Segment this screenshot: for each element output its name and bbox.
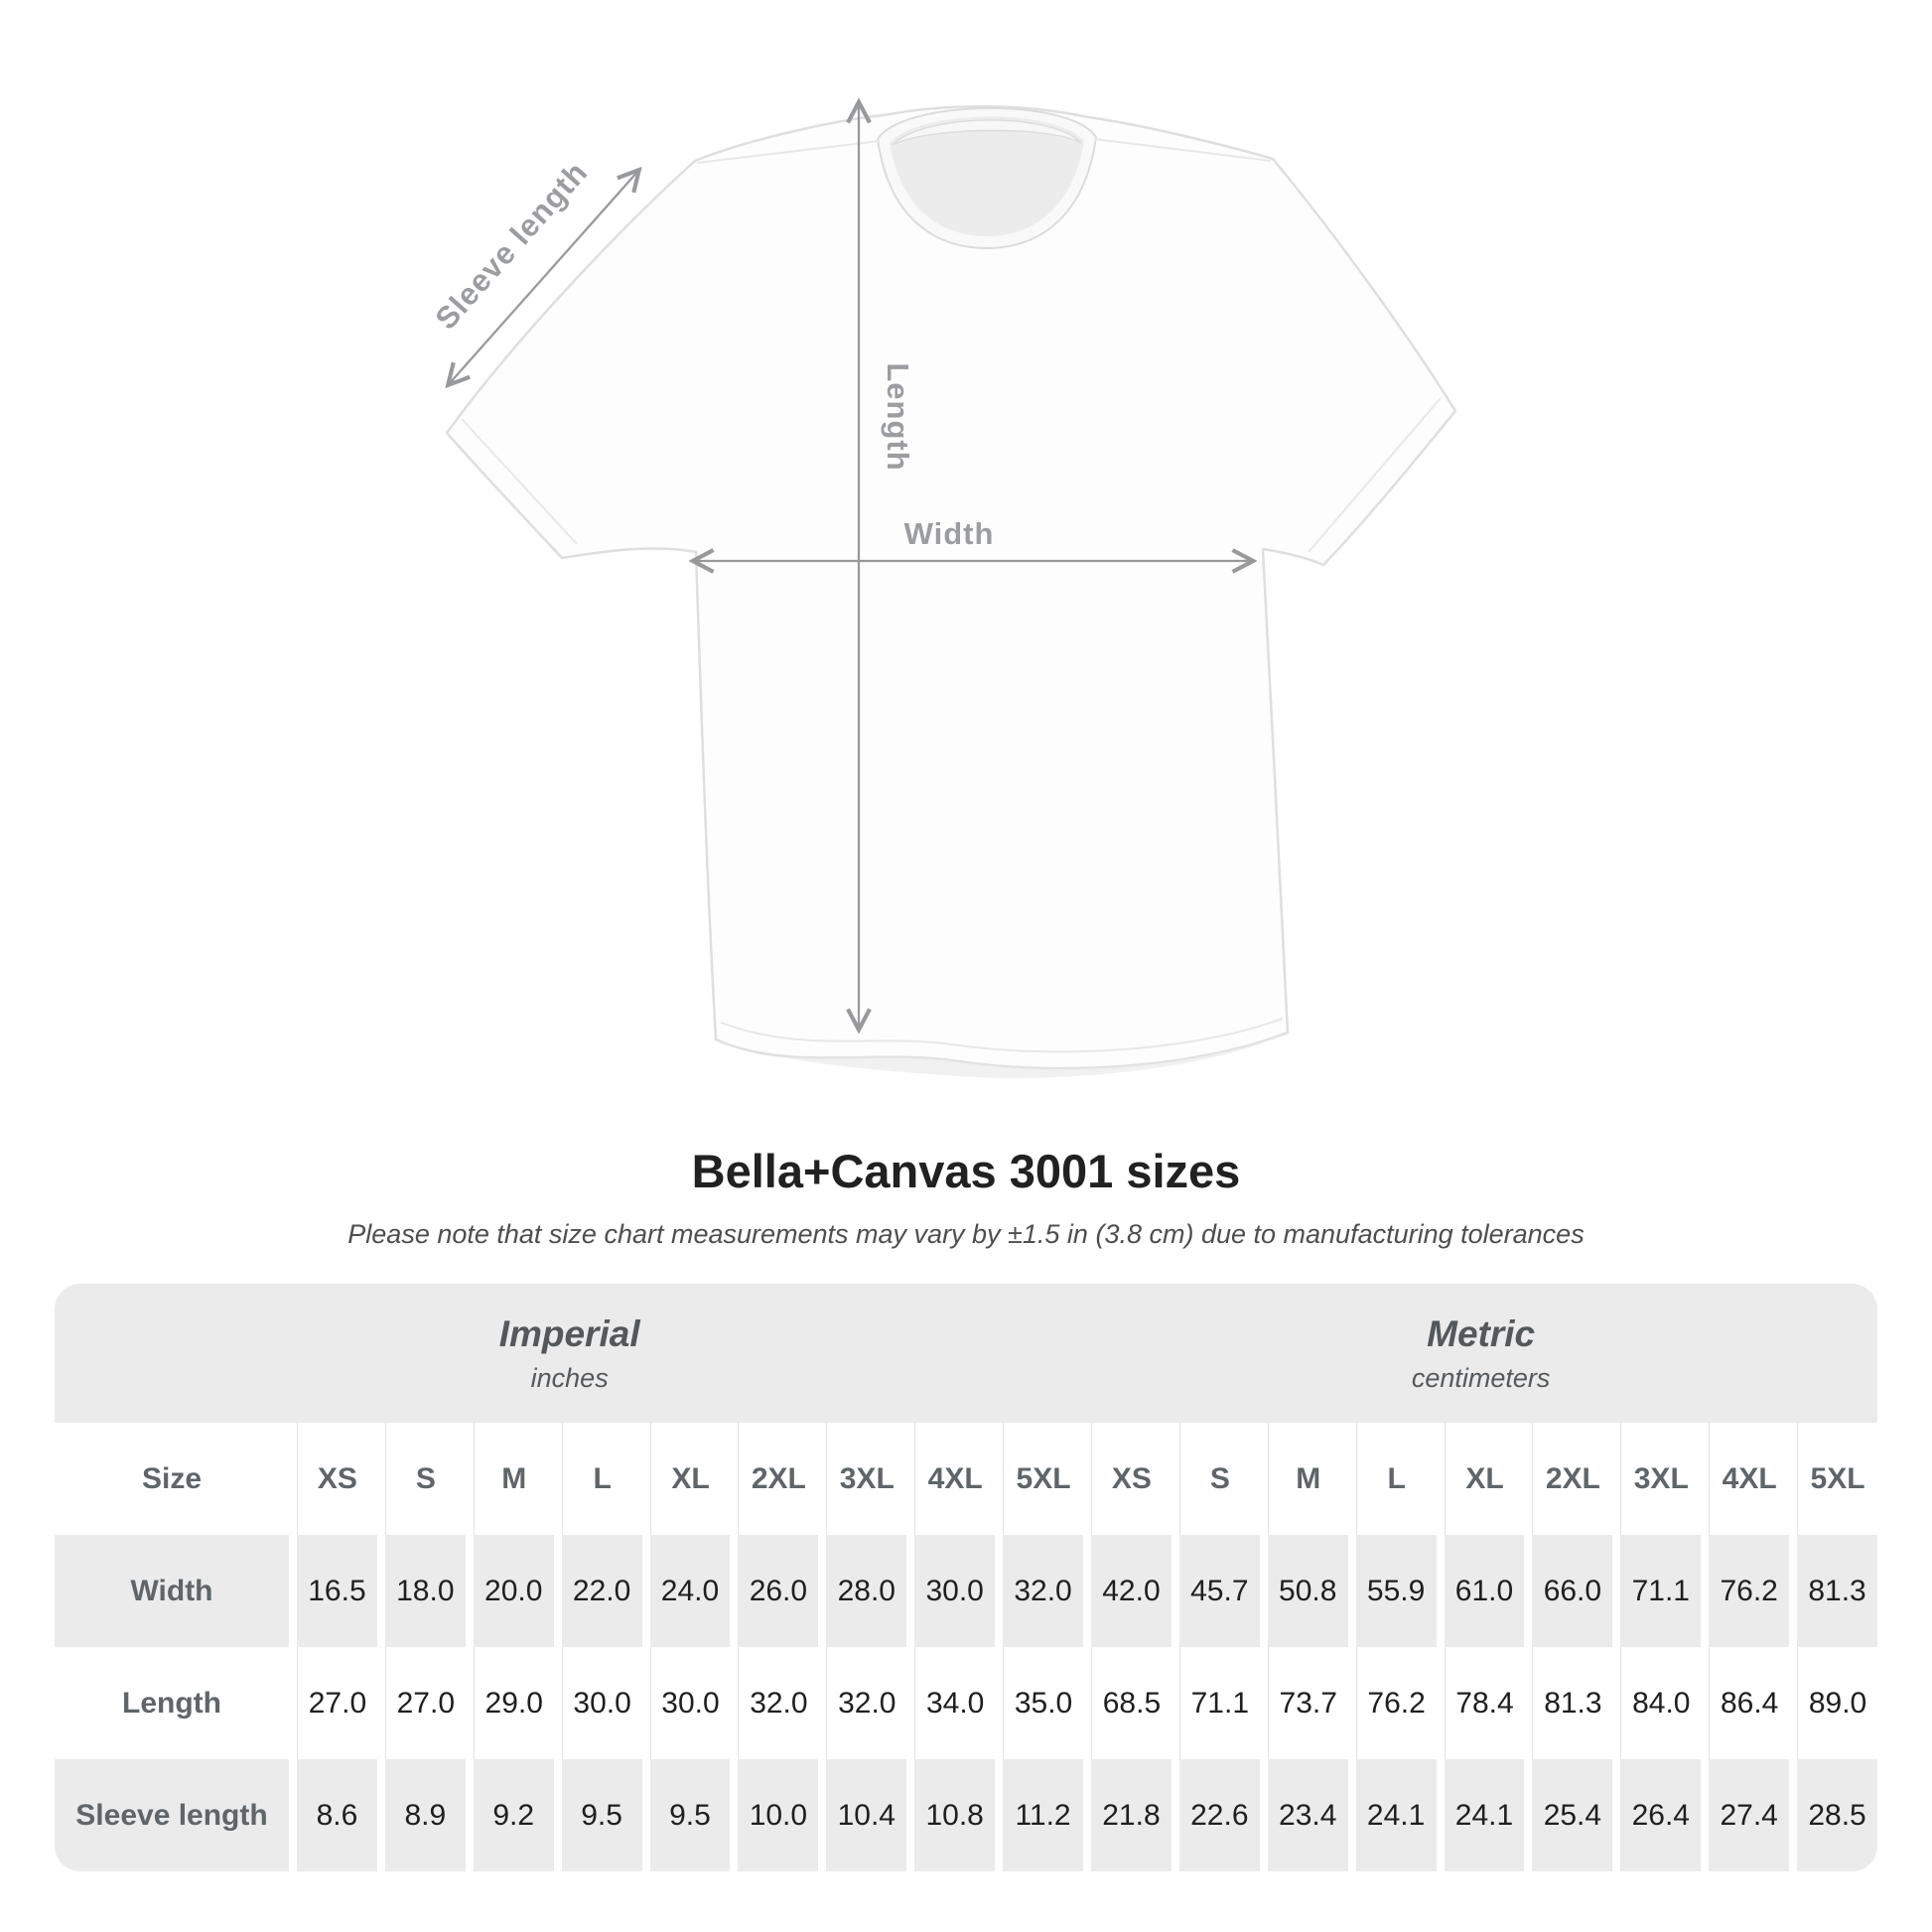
metric-label: Metric <box>1427 1312 1536 1354</box>
value-cell: 76.2 <box>1709 1535 1789 1647</box>
value-cell: 32.0 <box>738 1647 818 1759</box>
value-cell: 73.7 <box>1268 1647 1348 1759</box>
unit-header-band <box>55 1284 1877 1423</box>
value-cell: 25.4 <box>1532 1759 1612 1871</box>
value-cell: 42.0 <box>1091 1535 1172 1647</box>
size-header-cell: 4XL <box>914 1423 995 1535</box>
width-label: Width <box>903 516 995 551</box>
value-cell: 18.0 <box>385 1535 466 1647</box>
value-cell: 26.4 <box>1620 1759 1701 1871</box>
value-cell: 30.0 <box>562 1647 642 1759</box>
value-cell: 22.6 <box>1179 1759 1260 1871</box>
value-cell: 8.9 <box>385 1759 466 1871</box>
value-cell: 8.6 <box>297 1759 377 1871</box>
size-header-cell: L <box>1356 1423 1437 1535</box>
value-cell: 78.4 <box>1445 1647 1525 1759</box>
length-label: Length <box>881 362 915 472</box>
size-header-cell: M <box>474 1423 554 1535</box>
value-cell: 34.0 <box>914 1647 995 1759</box>
value-cell: 21.8 <box>1091 1759 1172 1871</box>
size-header-cell: S <box>385 1423 466 1535</box>
value-cell: 28.5 <box>1797 1759 1877 1871</box>
sleeve-length-label: Sleeve length <box>428 154 595 337</box>
value-cell: 28.0 <box>826 1535 906 1647</box>
tshirt-graphic <box>447 106 1455 1078</box>
value-cell: 10.0 <box>738 1759 818 1871</box>
size-header-cell: XL <box>650 1423 731 1535</box>
value-cell: 24.0 <box>650 1535 731 1647</box>
size-header-cell: S <box>1179 1423 1260 1535</box>
size-column-header: Size <box>55 1423 289 1535</box>
row-label: Length <box>55 1647 289 1759</box>
value-cell: 81.3 <box>1797 1535 1877 1647</box>
value-cell: 71.1 <box>1179 1647 1260 1759</box>
value-cell: 86.4 <box>1709 1647 1789 1759</box>
value-cell: 32.0 <box>826 1647 906 1759</box>
value-cell: 9.5 <box>562 1759 642 1871</box>
size-header-cell: XS <box>1091 1423 1172 1535</box>
width-row <box>55 1535 1877 1647</box>
size-header-cell: 2XL <box>1532 1423 1612 1535</box>
value-cell: 27.0 <box>297 1647 377 1759</box>
row-label: Width <box>55 1535 289 1647</box>
value-cell: 9.5 <box>650 1759 731 1871</box>
value-cell: 23.4 <box>1268 1759 1348 1871</box>
page-title: Bella+Canvas 3001 sizes <box>691 1145 1241 1197</box>
size-header-cell: 5XL <box>1797 1423 1877 1535</box>
value-cell: 27.0 <box>385 1647 466 1759</box>
size-header-row <box>55 1423 1877 1535</box>
size-header-cell: XS <box>297 1423 377 1535</box>
value-cell: 45.7 <box>1179 1535 1260 1647</box>
value-cell: 71.1 <box>1620 1535 1701 1647</box>
size-header-cell: M <box>1268 1423 1348 1535</box>
value-cell: 16.5 <box>297 1535 377 1647</box>
value-cell: 89.0 <box>1797 1647 1877 1759</box>
unit-header-imperial <box>55 1284 1084 1423</box>
sleeve-length-row <box>55 1759 1877 1871</box>
value-cell: 10.8 <box>914 1759 995 1871</box>
value-cell: 22.0 <box>562 1535 642 1647</box>
row-label: Sleeve length <box>55 1759 289 1871</box>
size-header-cell: 4XL <box>1709 1423 1789 1535</box>
length-row <box>55 1647 1877 1759</box>
size-header-cell: L <box>562 1423 642 1535</box>
value-cell: 61.0 <box>1445 1535 1525 1647</box>
value-cell: 35.0 <box>1003 1647 1083 1759</box>
value-cell: 10.4 <box>826 1759 906 1871</box>
value-cell: 68.5 <box>1091 1647 1172 1759</box>
value-cell: 50.8 <box>1268 1535 1348 1647</box>
value-cell: 29.0 <box>474 1647 554 1759</box>
value-cell: 20.0 <box>474 1535 554 1647</box>
value-cell: 26.0 <box>738 1535 818 1647</box>
metric-unit-label: centimeters <box>1411 1362 1551 1393</box>
value-cell: 66.0 <box>1532 1535 1612 1647</box>
value-cell: 24.1 <box>1445 1759 1525 1871</box>
size-header-cell: 2XL <box>738 1423 818 1535</box>
size-header-cell: 3XL <box>826 1423 906 1535</box>
value-cell: 27.4 <box>1709 1759 1789 1871</box>
size-header-cell: 5XL <box>1003 1423 1083 1535</box>
value-cell: 32.0 <box>1003 1535 1083 1647</box>
value-cell: 30.0 <box>914 1535 995 1647</box>
value-cell: 84.0 <box>1620 1647 1701 1759</box>
size-header-cell: XL <box>1445 1423 1525 1535</box>
value-cell: 9.2 <box>474 1759 554 1871</box>
value-cell: 24.1 <box>1356 1759 1437 1871</box>
page-subtitle: Please note that size chart measurements may vary by ±1.5 in (3.8 cm) due to manufacturing tolerances <box>347 1219 1585 1249</box>
unit-header-metric <box>1084 1284 1877 1423</box>
imperial-unit-label: inches <box>530 1362 609 1393</box>
imperial-label: Imperial <box>498 1312 640 1354</box>
size-table <box>55 1284 1877 1871</box>
value-cell: 11.2 <box>1003 1759 1083 1871</box>
value-cell: 76.2 <box>1356 1647 1437 1759</box>
value-cell: 55.9 <box>1356 1535 1437 1647</box>
value-cell: 81.3 <box>1532 1647 1612 1759</box>
size-header-cell: 3XL <box>1620 1423 1701 1535</box>
value-cell: 30.0 <box>650 1647 731 1759</box>
